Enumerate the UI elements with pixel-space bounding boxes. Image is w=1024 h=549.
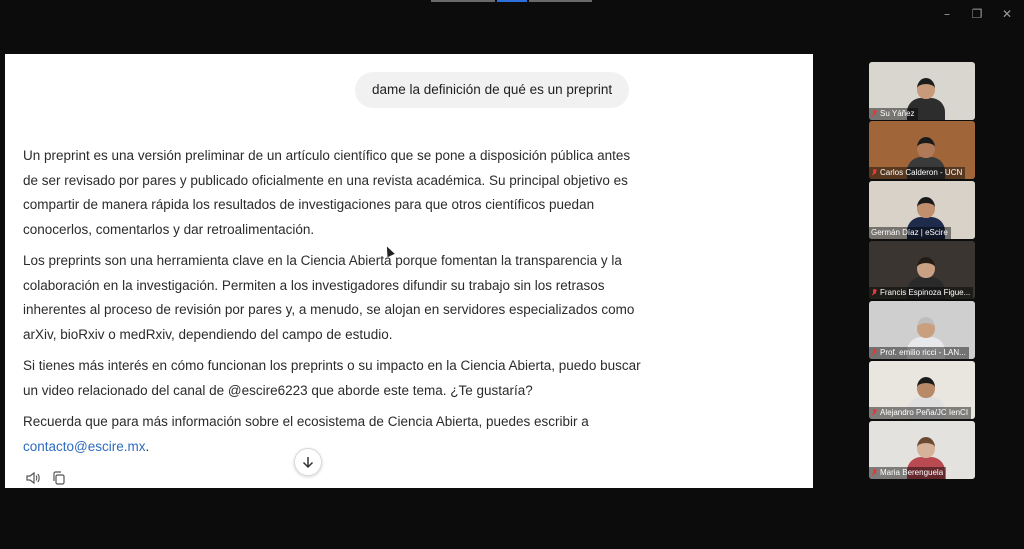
mic-muted-icon [871,110,877,118]
answer-paragraph: Un preprint es una versión preliminar de un artículo científico que se pone a disposición pública antes de ser revisado por pares y publicado oficialmente en una revista académica. Su principal objetivo es compartir de manera rápida los resultados de investigaciones para que otros científicos puedan conocerlos, comentarlos y dar retroalimentación. [23,148,631,237]
answer-text: . [145,438,150,454]
participant-name: Su Yáñez [880,109,915,118]
tab-indicator[interactable] [529,0,593,2]
mic-muted-icon [871,469,877,477]
participant-name-label [869,108,918,120]
participant-tile[interactable] [869,301,975,359]
participant-face [917,137,935,158]
participant-tile[interactable] [869,62,975,120]
participant-face [917,377,935,398]
participant-name-label [869,347,969,359]
participant-face [917,78,935,99]
close-icon[interactable]: ✕ [1001,7,1013,21]
speaker-icon[interactable] [25,470,41,486]
participant-tile[interactable] [869,181,975,239]
answer-paragraph [23,410,643,459]
participant-name: Francis Espinoza Figue... [880,288,971,297]
mic-muted-icon [871,289,877,297]
participant-name: Maria Berenguela [880,468,944,477]
participant-name: Alejandro Peña/JC IenCI [880,408,969,417]
participant-tile[interactable] [869,241,975,299]
user-prompt-bubble: dame la definición de qué es un preprint [355,72,629,108]
participant-name: Germán Díaz | eScire [871,228,948,237]
mic-muted-icon [871,349,877,357]
participant-name: Prof. emilio ricci - LAN... [880,348,966,357]
participant-face [917,197,935,218]
window-tab-strip [431,0,592,2]
participant-name-label [869,467,946,479]
answer-text: Recuerda que para más información sobre el ecosistema de Ciencia Abierta, puedes escribir a [23,414,589,429]
participant-name-label [869,407,971,419]
participant-face [917,317,935,338]
participant-face [917,257,935,278]
assistant-answer [23,144,643,466]
participant-tile[interactable] [869,121,975,179]
participant-face [917,437,935,458]
minimize-icon[interactable]: – [944,7,950,21]
participant-name-label [869,167,965,179]
mic-muted-icon [871,409,877,417]
participant-name-label [869,287,973,299]
arrow-down-icon[interactable] [294,448,322,476]
participant-tile[interactable] [869,361,975,419]
shared-screen [5,54,813,488]
tab-indicator[interactable] [431,0,495,2]
participant-name-label [869,227,951,239]
answer-paragraph: Si tienes más interés en cómo funcionan los preprints o su impacto en la Ciencia Abierta, puedo buscar un video relacionado del canal de @escire6223 que aborde este tema. ¿Te gustaría? [23,358,641,398]
answer-paragraph: Los preprints son una herramienta clave en la Ciencia Abierta porque fomentan la transparencia y la colaboración en la investigación. Permiten a los investigadores difundir su trabajo sin los retrasos inherentes al proceso de revisión por pares y, a menudo, se alojan en servidores especializados como arXiv, bioRxiv o medRxiv, dependiendo del campo de estudio. [23,253,635,342]
participant-name: Carlos Calderon - UCN [880,168,963,177]
participant-tile[interactable] [869,421,975,479]
tab-indicator-active[interactable] [497,0,527,2]
contact-email-link[interactable]: contacto@escire.mx [23,438,146,454]
mic-muted-icon [871,169,877,177]
restore-icon[interactable]: ❐ [971,7,983,21]
copy-icon[interactable] [51,470,67,486]
